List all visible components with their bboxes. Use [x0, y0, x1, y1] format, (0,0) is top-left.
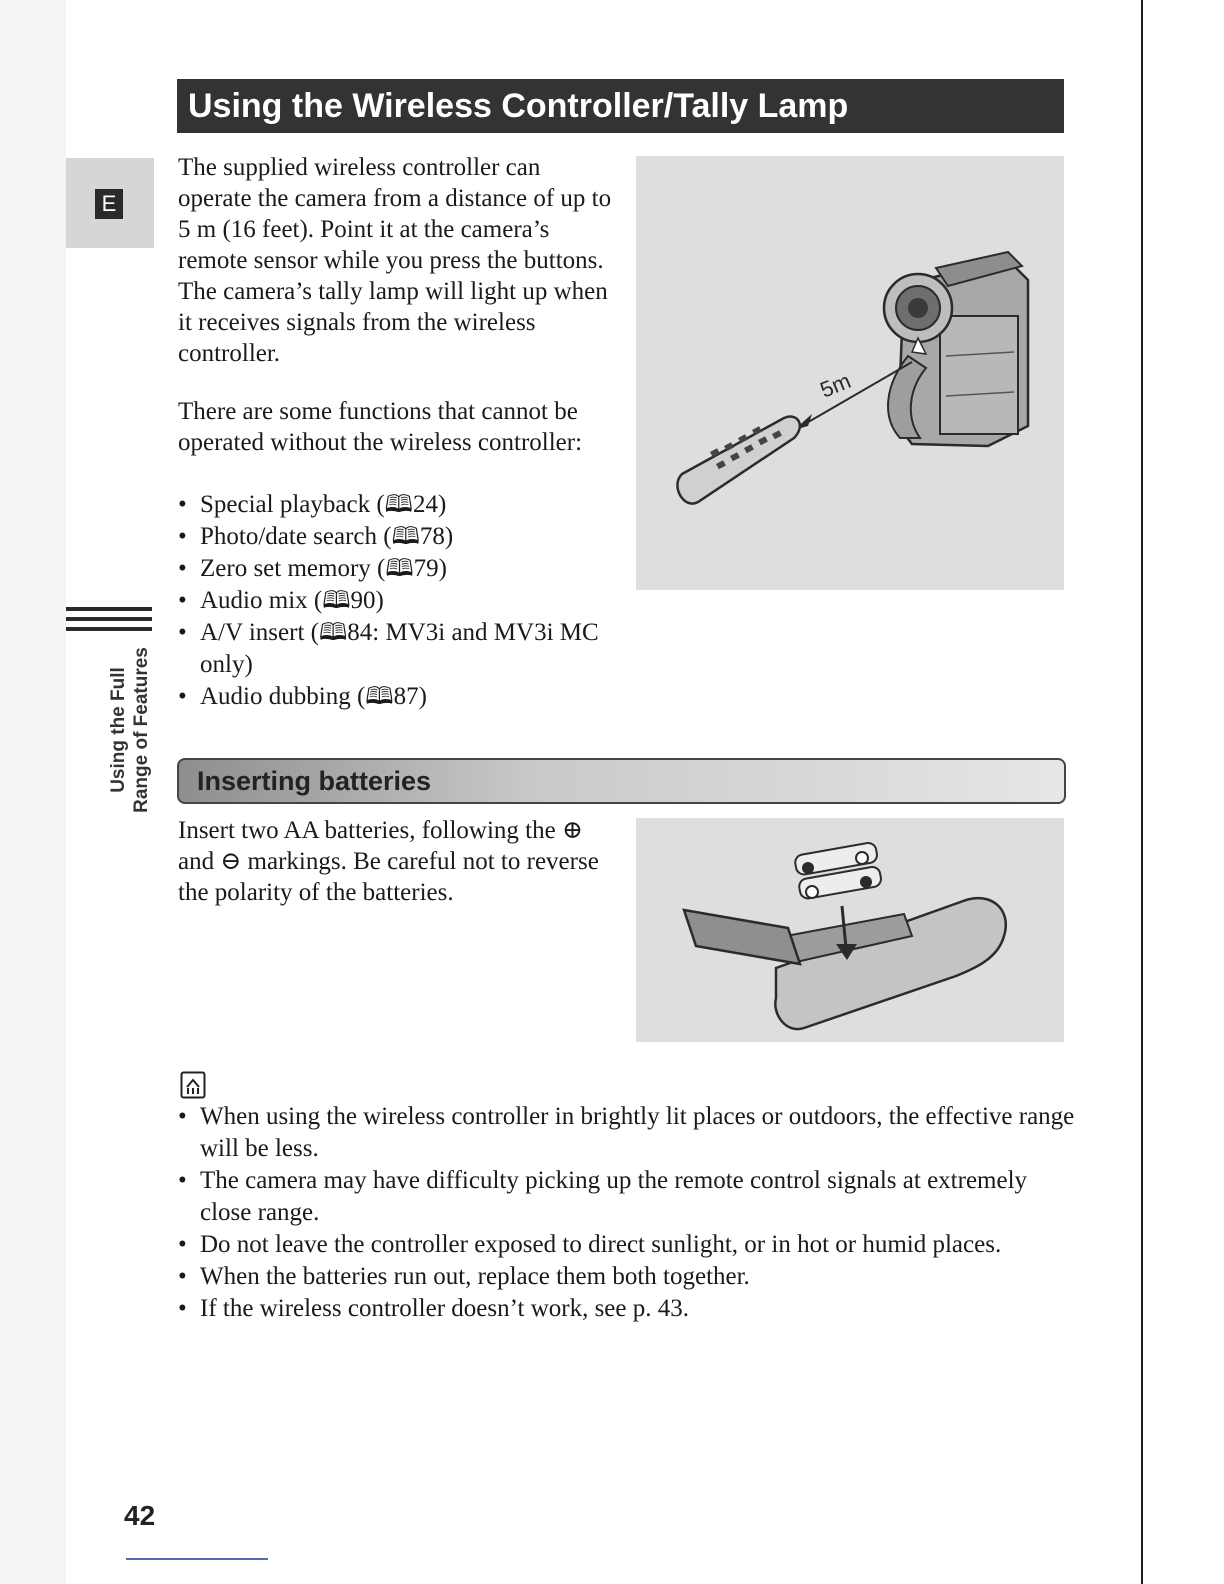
book-icon: 🕮	[365, 684, 394, 710]
page-title: Using the Wireless Controller/Tally Lamp	[188, 87, 849, 125]
function-name: Zero set memory (	[200, 555, 386, 582]
list-item	[178, 521, 618, 553]
intro-paragraph: The supplied wireless controller can operate the camera from a distance of up to 5 m (16 feet). Point it at the camera’s remote sensor while you press the buttons. The camera’s tally lamp will light up when it receives signals from the wireless controller.	[178, 154, 612, 367]
battery-insertion-illustration	[636, 818, 1064, 1042]
list-item: • When using the wireless controller in brightly lit places or outdoors, the effective range will be less.	[178, 1101, 1078, 1165]
function-page: 90)	[350, 587, 384, 614]
language-tab-letter: E	[95, 189, 123, 219]
function-name: Photo/date search (	[200, 523, 392, 550]
list-item: • The camera may have difficulty picking up the remote control signals at extremely close range.	[178, 1165, 1078, 1229]
side-label-line-2: Range of Features	[131, 647, 152, 813]
side-label-line-1: Using the Full	[108, 667, 129, 793]
function-page: 24)	[412, 491, 447, 518]
book-icon: 🕮	[318, 620, 348, 646]
function-page: 78)	[419, 523, 454, 550]
remote-control-drawing	[677, 417, 799, 504]
note-icon	[180, 1071, 206, 1104]
list-item: • When the batteries run out, replace them both together.	[178, 1261, 1078, 1293]
book-icon: 🕮	[385, 556, 414, 582]
page-edge-rule	[1141, 0, 1143, 1584]
list-item	[178, 489, 618, 521]
functions-intro: There are some functions that cannot be operated without the wireless controller:	[178, 398, 583, 456]
aa-batteries-drawing	[794, 842, 882, 900]
function-page: 84: MV3i and MV3i MC only)	[200, 619, 599, 678]
function-name: Special playback (	[200, 491, 385, 518]
function-name: Audio dubbing (	[200, 683, 366, 710]
list-item	[178, 681, 618, 713]
function-name: A/V insert (	[200, 619, 319, 646]
range-distance-label: 5m	[816, 368, 855, 403]
book-icon: 🕮	[322, 588, 351, 614]
book-icon: 🕮	[384, 492, 413, 518]
function-page: 79)	[413, 555, 447, 582]
list-item: • Do not leave the controller exposed to direct sunlight, or in hot or humid places.	[178, 1229, 1078, 1261]
list-item	[178, 617, 618, 681]
notes-list	[178, 1101, 1078, 1325]
section-side-label	[107, 647, 153, 813]
function-page: 87)	[393, 683, 427, 710]
footer-rule	[126, 1558, 268, 1560]
book-icon: 🕮	[391, 524, 420, 550]
function-name: Audio mix (	[200, 587, 323, 614]
battery-cover-drawing	[684, 910, 800, 964]
list-item	[178, 585, 618, 617]
list-item: • If the wireless controller doesn’t work, see p. 43.	[178, 1293, 1078, 1325]
page-number: 42	[124, 1500, 156, 1531]
camcorder-remote-illustration	[636, 156, 1064, 590]
battery-instructions: Insert two AA batteries, following the ⊕ and ⊖ markings. Be careful not to reverse the polarity of the batteries.	[178, 817, 599, 906]
left-margin-shade	[0, 0, 66, 1584]
list-item	[178, 553, 618, 585]
camcorder-drawing	[884, 252, 1028, 446]
section-marker-bars	[66, 607, 152, 637]
functions-list	[178, 489, 618, 713]
subheading-inserting-batteries: Inserting batteries	[197, 766, 432, 796]
